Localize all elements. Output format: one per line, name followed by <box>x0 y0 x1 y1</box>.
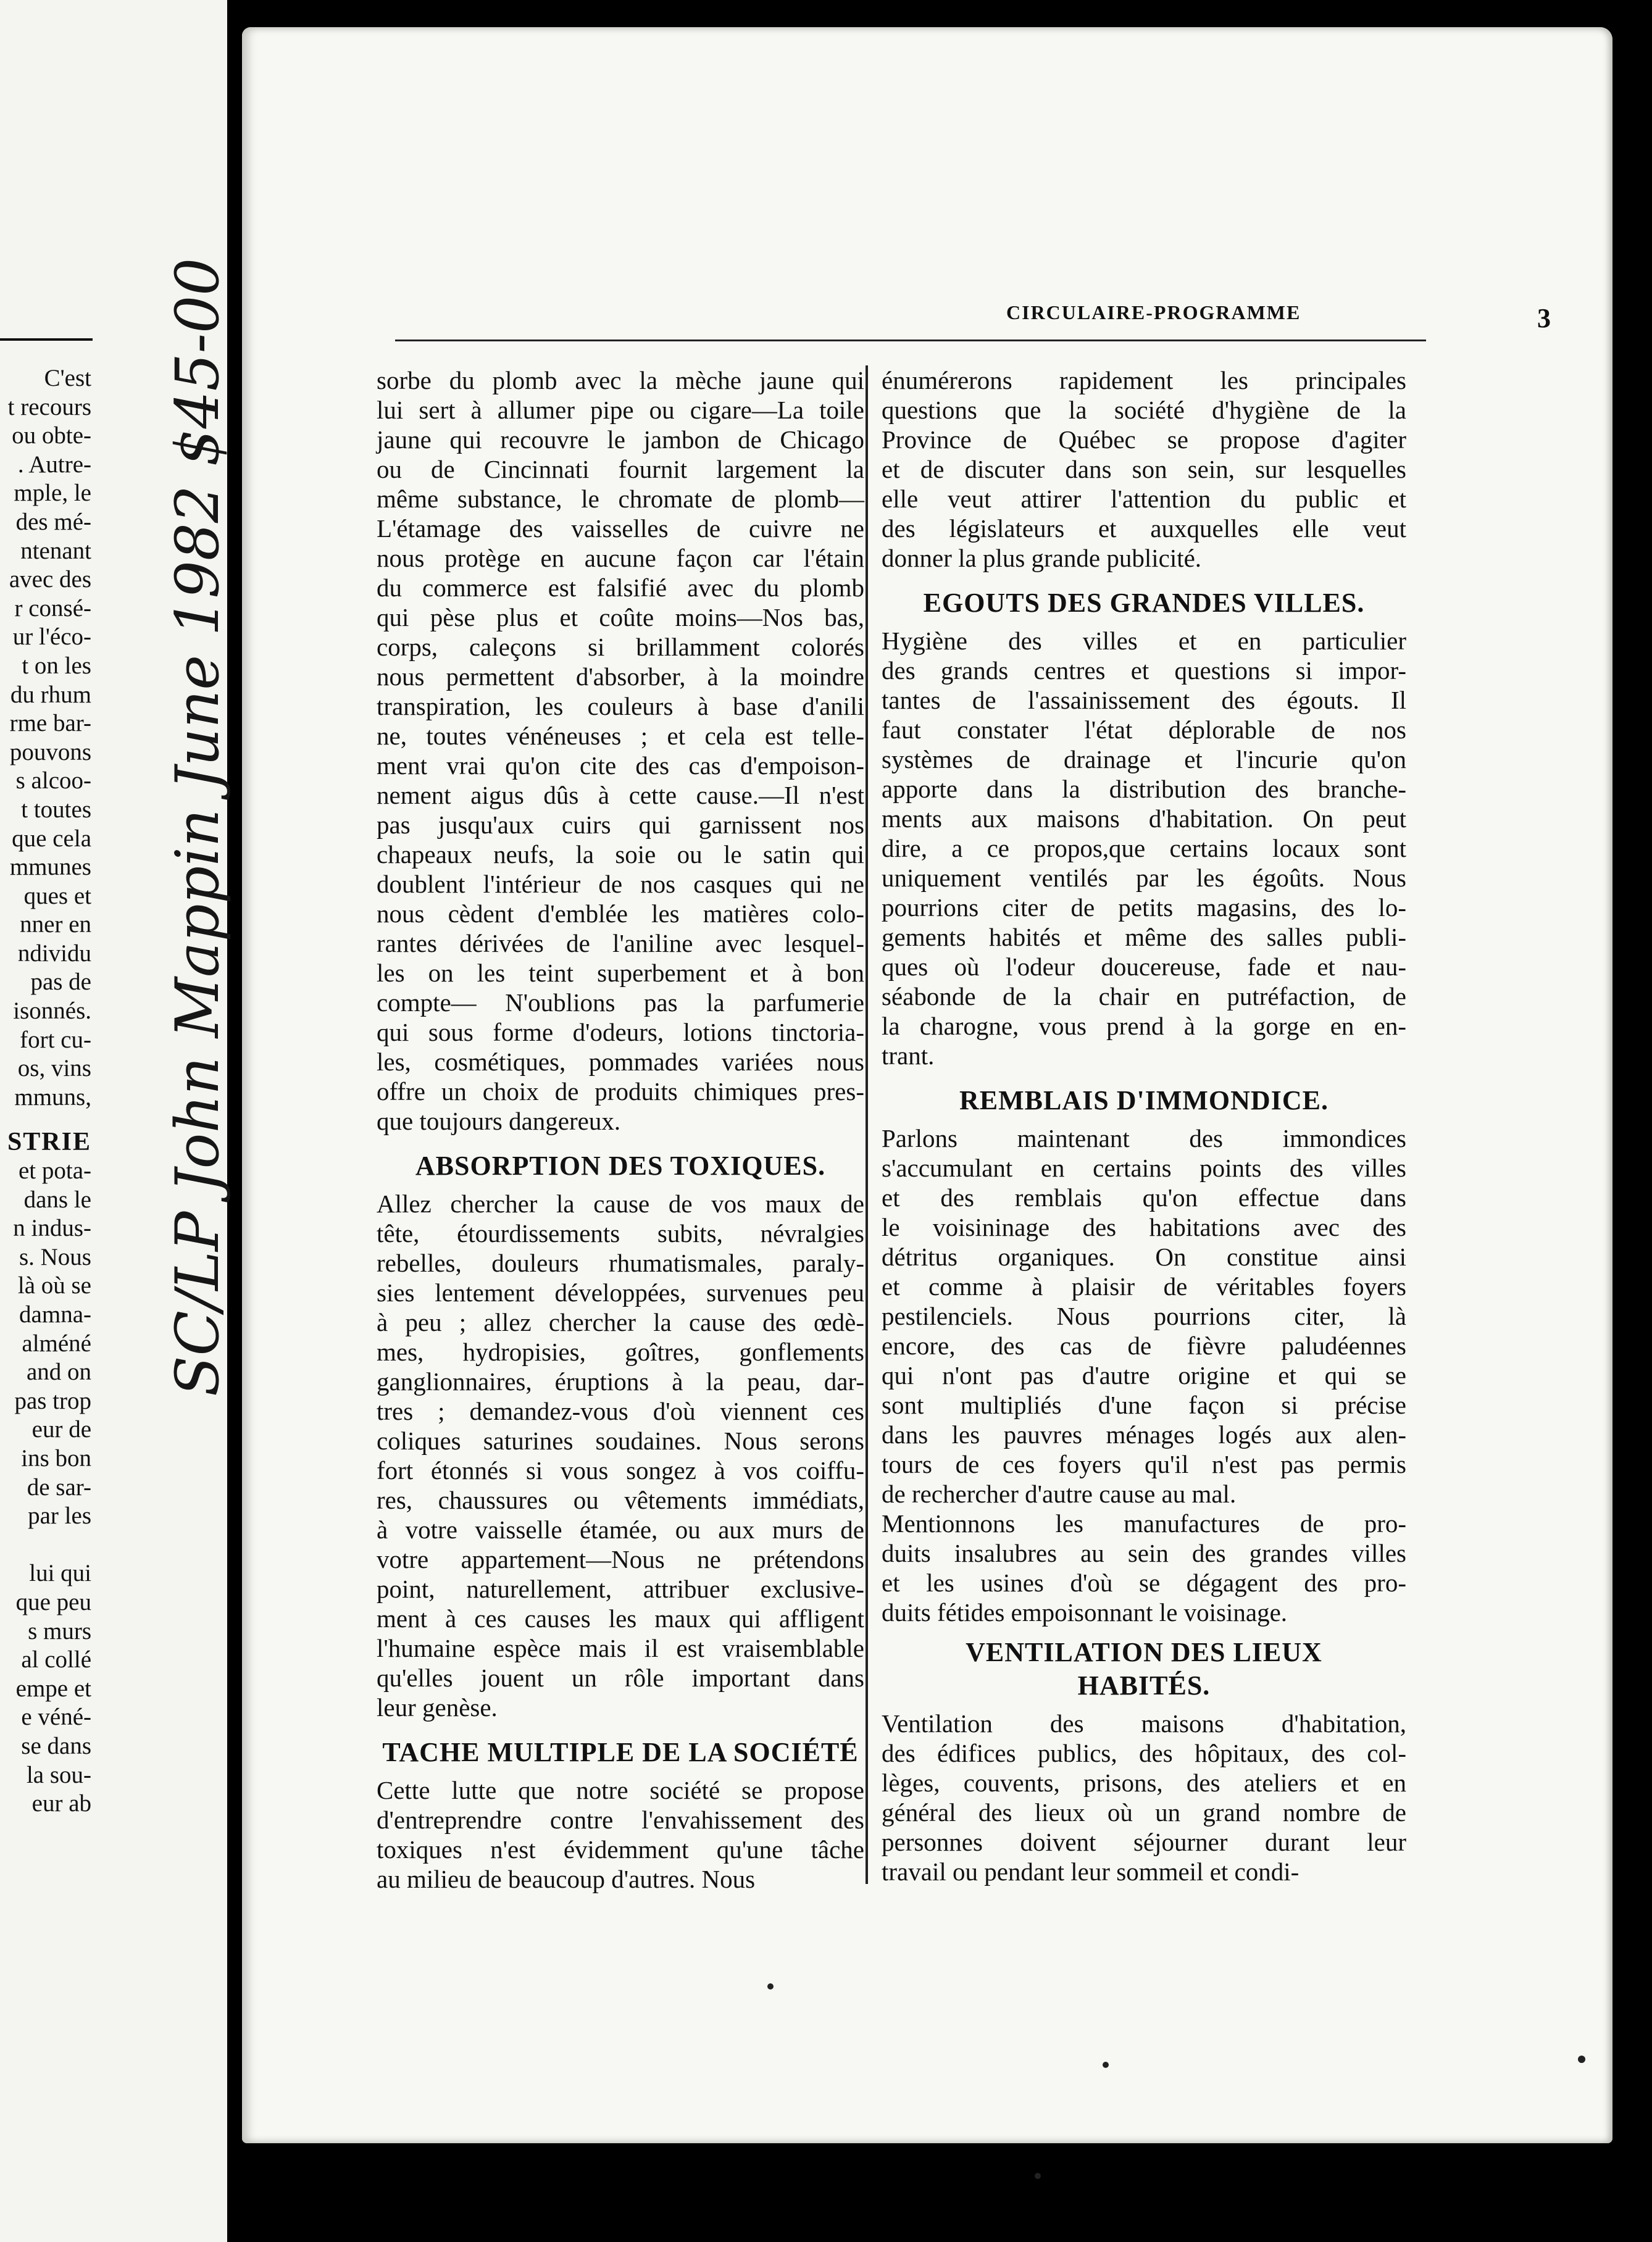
fragment-line: nner en <box>20 911 91 938</box>
text-line: ganglionnaires, éruptions à la peau, dar- <box>377 1367 864 1396</box>
fragment-line: des mé- <box>15 508 91 535</box>
paragraph <box>882 1123 1406 1509</box>
handwritten-note-text: SC/LP John Mappin June 1982 $45-00 <box>163 257 232 1397</box>
fragment-line: là où se <box>17 1272 91 1299</box>
text-line: donner la plus grande publicité. <box>882 544 1202 572</box>
fragment-line: fort cu- <box>20 1026 91 1053</box>
left-page-rule <box>0 338 93 341</box>
text-line: d'entreprendre contre l'envahissement des <box>377 1806 864 1834</box>
text-line: détritus organiques. On constitue ainsi <box>882 1243 1406 1271</box>
text-line: ments aux maisons d'habitation. On peut <box>882 804 1406 833</box>
text-line: tres ; demandez-vous d'où viennent ces <box>377 1397 864 1425</box>
text-line: nous permettent d'absorber, à la moindre <box>377 662 864 691</box>
paragraph <box>882 626 1406 1070</box>
text-line: Ventilation des maisons d'habitation, <box>882 1709 1406 1738</box>
fragment-line: ins bon <box>21 1444 91 1472</box>
left-column <box>377 365 864 1894</box>
fragment-line: pouvons <box>9 738 91 765</box>
fragment-line: eur de <box>31 1416 91 1443</box>
text-line: Province de Québec se propose d'agiter <box>882 425 1406 454</box>
main-page <box>242 27 1612 2143</box>
fragment-line: r consé- <box>14 594 91 622</box>
text-line: dans les pauvres ménages logés aux alen- <box>882 1420 1406 1449</box>
section-heading: VENTILATION DES LIEUX <box>966 1637 1322 1667</box>
text-line: qui sous forme d'odeurs, lotions tinctoria- <box>377 1018 864 1046</box>
section-heading: EGOUTS DES GRANDES VILLES. <box>923 588 1365 618</box>
paragraph <box>882 365 1406 573</box>
running-header <box>395 293 1551 335</box>
text-line: corps, caleçons si brillamment colorés <box>377 633 864 661</box>
fragment-line: os, vins <box>17 1055 91 1082</box>
text-line: point, naturellement, attribuer exclusive- <box>377 1575 864 1603</box>
ink-speck <box>1035 2173 1041 2179</box>
text-line: de rechercher d'autre cause au mal. <box>882 1480 1237 1508</box>
fragment-line: rme bar- <box>9 710 91 737</box>
text-line: que toujours dangereux. <box>377 1107 621 1135</box>
column-divider <box>866 365 868 1884</box>
text-line: des édifices publics, des hôpitaux, des col- <box>882 1739 1406 1767</box>
fragment-line: damna- <box>19 1301 91 1328</box>
text-line: trant. <box>882 1041 935 1070</box>
text-line: coliques saturines soudaines. Nous serons <box>377 1427 864 1455</box>
text-line: ment à ces causes les maux qui affligent <box>377 1604 864 1633</box>
paragraph <box>377 1189 864 1722</box>
text-line: travail ou pendant leur sommeil et condi- <box>882 1857 1299 1886</box>
text-line: chapeaux neufs, la soie ou le satin qui <box>377 840 864 869</box>
text-line: uniquement ventilés par les égoûts. Nous <box>882 864 1406 892</box>
fragment-line: t recours <box>7 393 91 420</box>
fragment-line: C'est <box>44 365 91 391</box>
fragment-line: t toutes <box>21 796 91 823</box>
text-line: le voisininage des habitations avec des <box>882 1213 1406 1241</box>
fragment-line: mmunes <box>9 854 91 881</box>
left-page-text <box>0 364 91 1819</box>
fragment-line: alméné <box>22 1330 91 1357</box>
fragment-line: se dans <box>21 1732 91 1759</box>
header-rule <box>395 340 1426 341</box>
section-heading: REMBLAIS D'IMMONDICE. <box>959 1085 1329 1115</box>
section-heading-continued: HABITÉS. <box>1077 1670 1211 1701</box>
ink-speck <box>1103 2062 1109 2068</box>
text-line: questions que la société d'hygiène de la <box>882 396 1406 424</box>
running-title: CIRCULAIRE-PROGRAMME <box>1006 301 1301 323</box>
text-line: même substance, le chromate de plomb— <box>377 485 864 513</box>
text-line: sies lentement développées, survenues peu <box>377 1278 864 1307</box>
page-number: 3 <box>1537 303 1551 333</box>
paragraph <box>882 1509 1406 1627</box>
text-line: nous cèdent d'emblée les matières colo- <box>377 899 864 928</box>
fragment-line: pas trop <box>14 1387 91 1414</box>
text-line: des législateurs et auxquelles elle veut <box>882 514 1406 543</box>
fragment-line <box>0 1531 91 1560</box>
section-heading: TACHE MULTIPLE DE LA SOCIÉTÉ <box>382 1737 859 1767</box>
fragment-line: s murs <box>28 1617 91 1644</box>
text-line: votre appartement—Nous ne prétendons <box>377 1545 864 1573</box>
fragment-line: s alcoo- <box>15 767 91 794</box>
text-line: sorbe du plomb avec la mèche jaune qui <box>377 366 864 394</box>
text-line: lèges, couvents, prisons, des ateliers et en <box>882 1769 1406 1797</box>
text-line: rebelles, douleurs rhumatismales, paraly- <box>377 1249 864 1277</box>
fragment-line: e véné- <box>21 1704 91 1731</box>
fragment-line: la sou- <box>26 1761 91 1788</box>
text-line: tours de ces foyers qu'il n'est pas permis <box>882 1450 1406 1478</box>
text-line: gements habités et même des salles publi- <box>882 923 1406 951</box>
fragment-line: eur ab <box>31 1790 91 1817</box>
text-line: Allez chercher la cause de vos maux de <box>377 1190 864 1218</box>
paragraph <box>377 1775 864 1894</box>
paragraph <box>882 1709 1406 1886</box>
text-line: apporte dans la distribution des branche- <box>882 775 1406 803</box>
fragment-line: que peu <box>15 1588 91 1615</box>
fragment-line: empe et <box>15 1675 91 1702</box>
text-line: Cette lutte que notre société se propose <box>377 1776 864 1804</box>
text-line: séabonde de la chair en putréfaction, de <box>882 982 1406 1011</box>
text-line: pestilenciels. Nous pourrions citer, là <box>882 1302 1406 1330</box>
text-line: l'humaine espèce mais il est vraisemblable <box>377 1634 864 1662</box>
fragment-line: lui qui <box>29 1560 91 1587</box>
fragment-line: par les <box>28 1502 91 1530</box>
ink-speck <box>767 1983 774 1990</box>
fragment-line: and on <box>26 1359 91 1386</box>
text-line: duits insalubres au sein des grandes villes <box>882 1539 1406 1567</box>
text-line: nement aigus dûs à cette cause.—Il n'est <box>377 781 864 809</box>
text-line: et comme à plaisir de véritables foyers <box>882 1272 1406 1301</box>
fragment-line: de sar- <box>27 1473 91 1501</box>
text-line: jaune qui recouvre le jambon de Chicago <box>377 425 864 454</box>
text-line: doublent l'intérieur de nos casques qui ne <box>377 870 864 898</box>
fragment-line: ntenant <box>20 537 91 564</box>
paragraph <box>377 365 864 1136</box>
text-line: systèmes de drainage et l'incurie qu'on <box>882 745 1406 773</box>
text-line: sont multipliés d'une façon si précise <box>882 1391 1406 1419</box>
text-line: à votre vaisselle étamée, ou aux murs de <box>377 1515 864 1544</box>
fragment-line: mmuns, <box>14 1083 91 1111</box>
text-line: tête, étourdissements subits, névralgies <box>377 1219 864 1248</box>
text-line: pas jusqu'aux cuirs qui garnissent nos <box>377 811 864 839</box>
text-line: et des remblais qu'on effectue dans <box>882 1183 1406 1212</box>
text-line: qu'elles jouent un rôle important dans <box>377 1664 864 1692</box>
fragment-line: avec des <box>9 566 91 593</box>
ink-speck <box>1578 2056 1585 2063</box>
text-line: encore, des cas de fièvre paludéennes <box>882 1331 1406 1360</box>
right-column <box>882 365 1406 1886</box>
text-line: et les usines d'où se dégagent des pro- <box>882 1569 1406 1597</box>
fragment-line: ur l'éco- <box>12 623 91 651</box>
text-line: nous protège en aucune façon car l'étain <box>377 544 864 572</box>
text-line: offre un choix de produits chimiques pres- <box>377 1077 864 1106</box>
text-line: transpiration, les couleurs à base d'anili <box>377 692 864 720</box>
text-line: ou de Cincinnati fournit largement la <box>377 455 864 483</box>
text-line: Mentionnons les manufactures de pro- <box>882 1509 1406 1538</box>
fragment-line: que cela <box>12 825 91 852</box>
text-line: Parlons maintenant des immondices <box>882 1124 1406 1152</box>
fragment-line: isonnés. <box>13 998 91 1025</box>
text-line: L'étamage des vaisselles de cuivre ne <box>377 514 864 543</box>
fragment-line: s. Nous <box>19 1243 91 1270</box>
text-line: duits fétides empoisonnant le voisinage. <box>882 1598 1288 1627</box>
text-line: s'accumulant en certains points des villes <box>882 1154 1406 1182</box>
text-line: compte— N'oublions pas la parfumerie <box>377 988 864 1017</box>
fragment-line: ou obte- <box>12 422 91 449</box>
text-line: général des lieux où un grand nombre de <box>882 1798 1406 1827</box>
text-line: au milieu de beaucoup d'autres. Nous <box>377 1865 756 1893</box>
text-line: des grands centres et questions si impor- <box>882 656 1406 685</box>
fragment-heading: STRIE <box>7 1128 91 1157</box>
text-line: elle veut attirer l'attention du public et <box>882 485 1406 513</box>
fragment-line: . Autre- <box>17 451 91 478</box>
fragment-line: n indus- <box>13 1215 91 1242</box>
text-line: à peu ; allez chercher la cause des œdè- <box>377 1308 864 1336</box>
fragment-line: ndividu <box>17 940 91 967</box>
text-line: la charogne, vous prend à la gorge en en- <box>882 1012 1406 1040</box>
text-line: mes, hydropisies, goîtres, gonflements <box>377 1338 864 1366</box>
fragment-line: et pota- <box>18 1157 91 1185</box>
text-line: res, chaussures ou vêtements immédiats, <box>377 1486 864 1514</box>
text-line: ment vrai qu'on cite des cas d'empoison- <box>377 751 864 780</box>
fragment-line: du rhum <box>10 681 91 708</box>
text-line: dire, a ce propos,que certains locaux sont <box>882 834 1406 862</box>
text-line: du commerce est falsifié avec du plomb <box>377 573 864 602</box>
fragment-line: pas de <box>30 969 91 996</box>
text-line: les, cosmétiques, pommades variées nous <box>377 1048 864 1076</box>
fragment-line: t on les <box>22 652 91 679</box>
text-line: les on les teint superbement et à bon <box>377 959 864 987</box>
fragment-line: al collé <box>21 1646 91 1673</box>
text-line: fort étonnés si vous songez à vos coiffu- <box>377 1456 864 1485</box>
text-line: énumérerons rapidement les principales <box>882 366 1406 394</box>
text-line: Hygiène des villes et en particulier <box>882 627 1406 655</box>
text-line: tantes de l'assainissement des égouts. Il <box>882 686 1406 714</box>
section-heading: ABSORPTION DES TOXIQUES. <box>415 1151 826 1181</box>
text-line: lui sert à allumer pipe ou cigare—La toile <box>377 396 864 424</box>
text-line: rantes dérivées de l'aniline avec lesquel- <box>377 929 864 957</box>
text-line: toxiques n'est évidemment qu'une tâche <box>377 1835 864 1864</box>
text-line: pourrions citer de petits magasins, des lo- <box>882 893 1406 922</box>
text-line: et de discuter dans son sein, sur lesquelles <box>882 455 1406 483</box>
fragment-line: dans le <box>23 1186 91 1213</box>
fragment-line: mple, le <box>14 480 91 507</box>
text-line: faut constater l'état déplorable de nos <box>882 715 1406 744</box>
text-line: ques où l'odeur doucereuse, fade et nau- <box>882 952 1406 981</box>
text-line: ne, toutes vénéneuses ; et cela est telle- <box>377 722 864 750</box>
text-line: qui n'ont pas d'autre origine et qui se <box>882 1361 1406 1390</box>
fragment-line: ques et <box>23 882 91 909</box>
text-line: leur genèse. <box>377 1693 498 1722</box>
text-line: qui pèse plus et coûte moins—Nos bas, <box>377 603 864 631</box>
text-line: personnes doivent séjourner durant leur <box>882 1828 1406 1856</box>
